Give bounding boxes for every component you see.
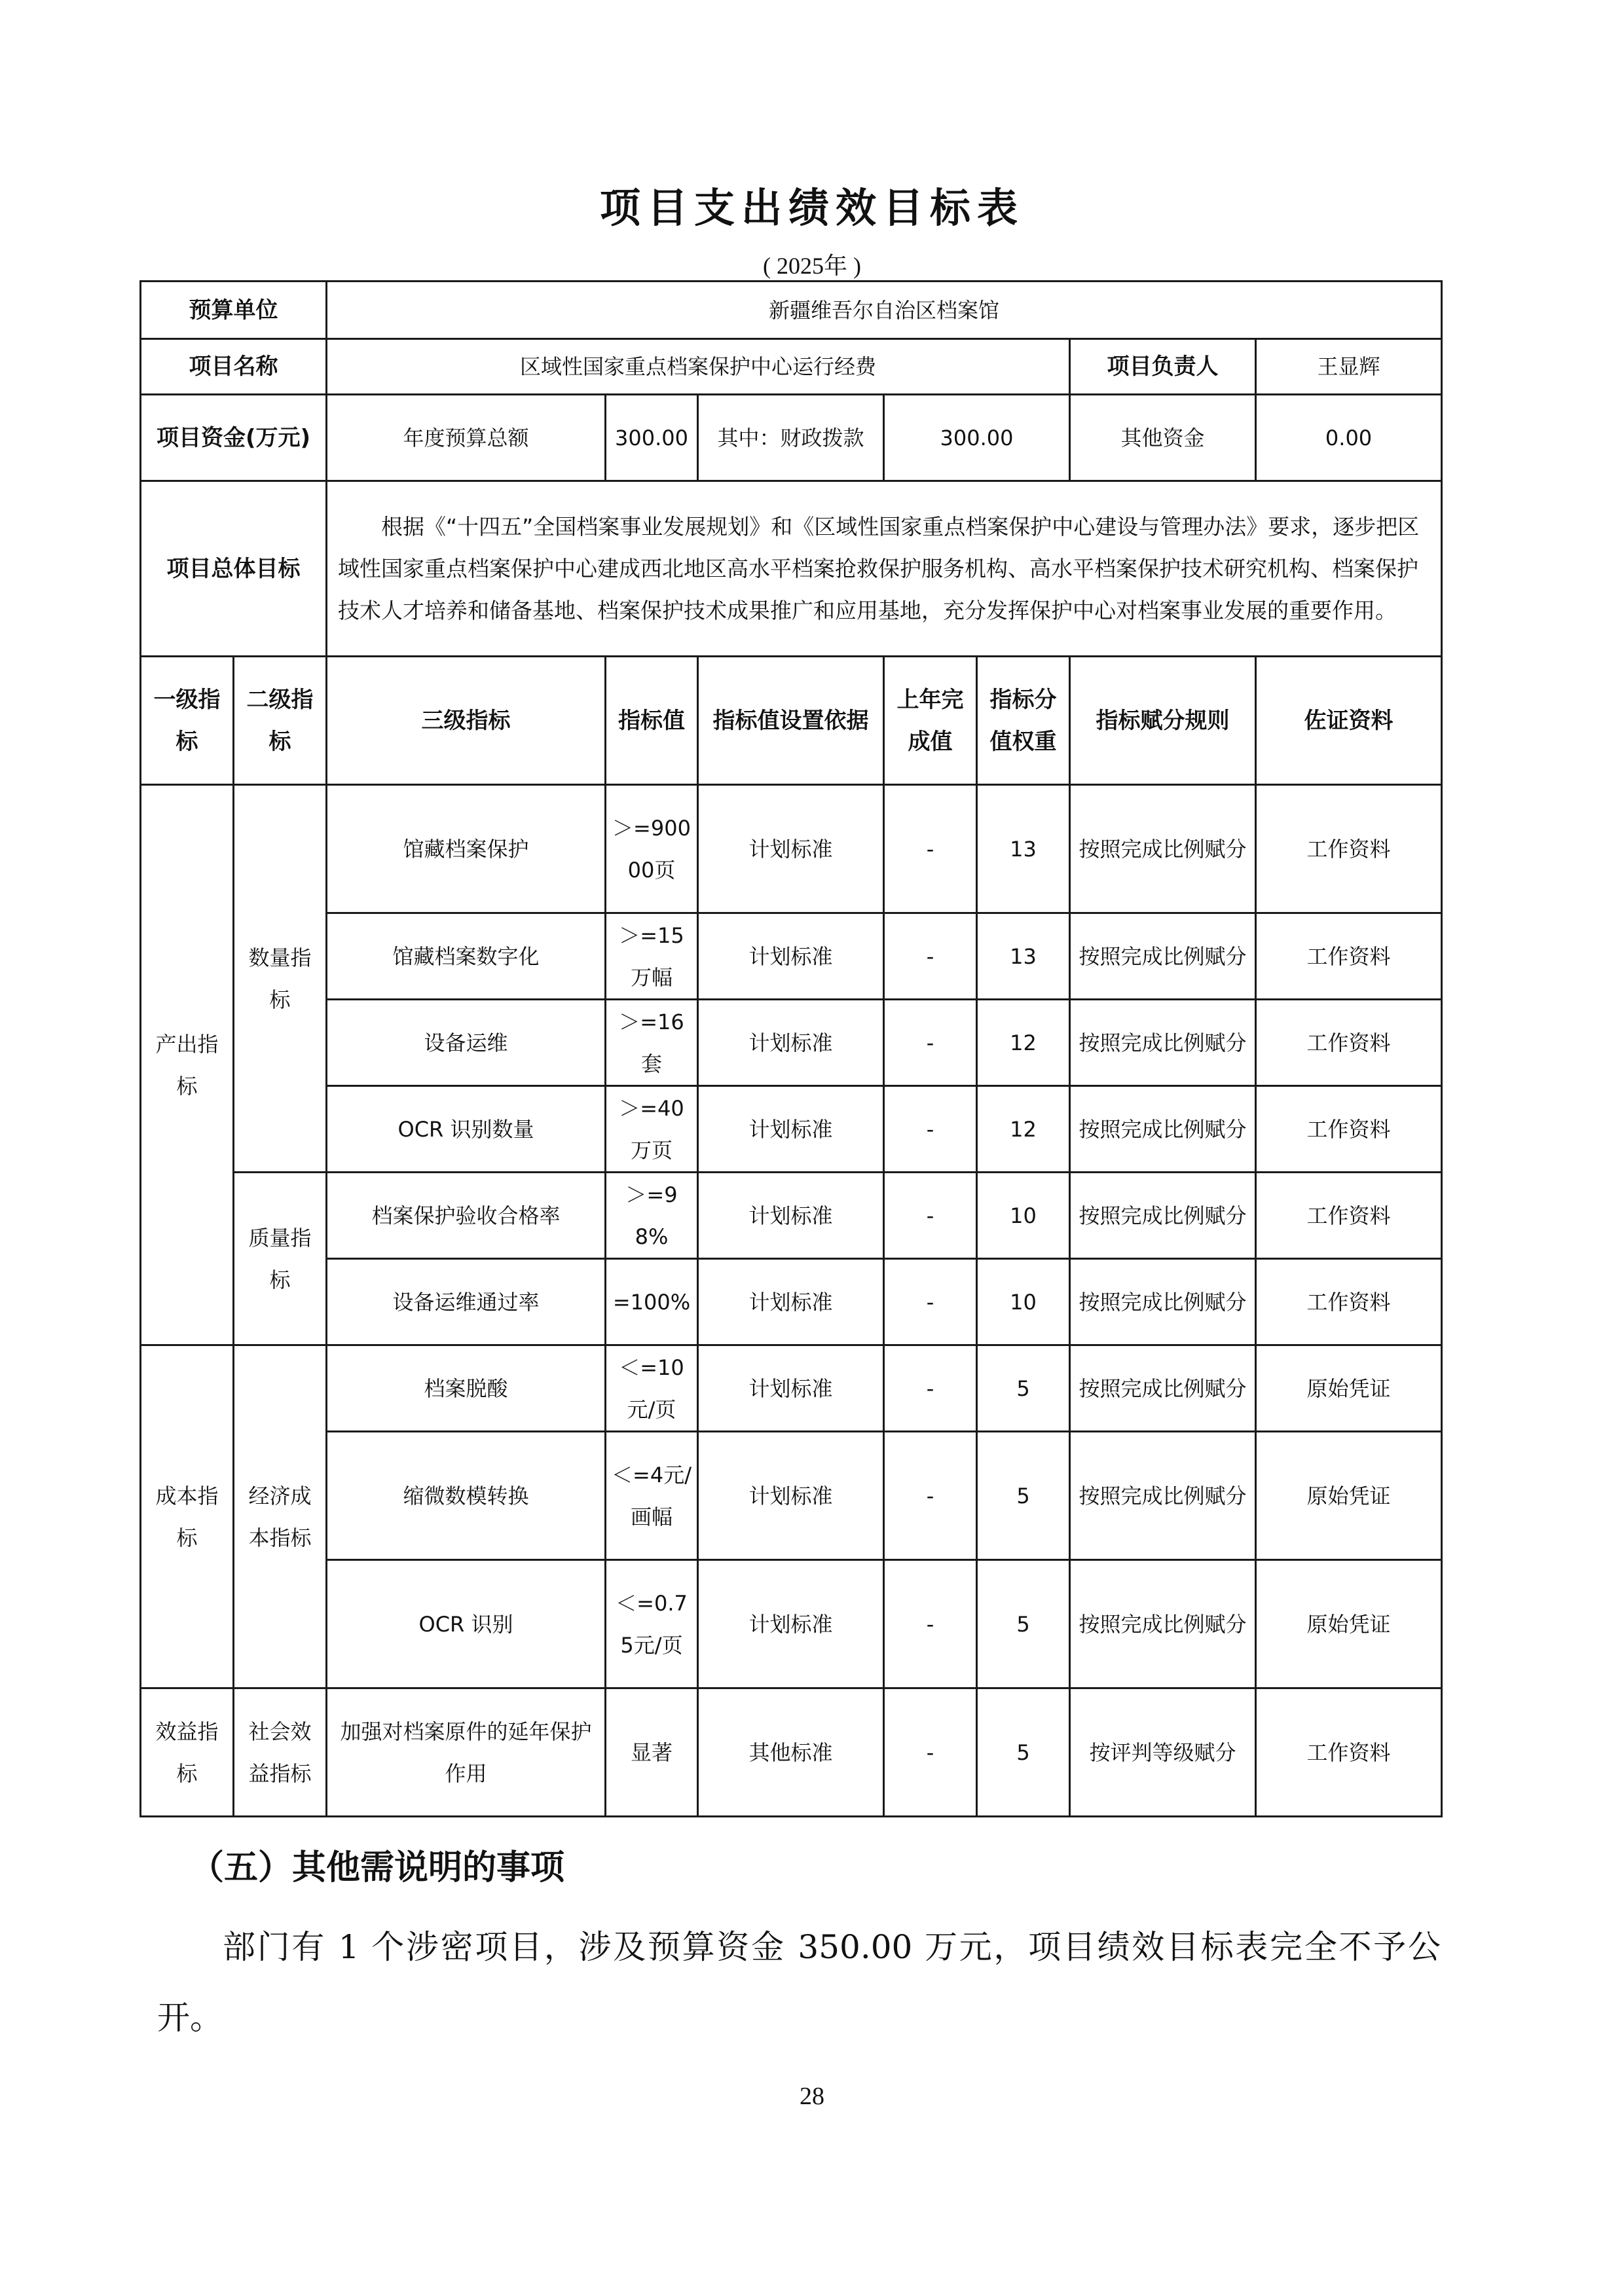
indicator-row [141,1432,1442,1560]
document-year: ( 2025年 ) [763,253,861,279]
indicator-value: ＞=40万页 [606,1086,698,1173]
level1-indicator: 效益指标 [141,1688,234,1817]
score-weight: 13 [977,913,1070,1000]
score-weight: 12 [977,1086,1070,1173]
indicator-row [141,1688,1442,1817]
level3-indicator: 档案保护验收合格率 [327,1173,606,1259]
indicator-value: ＞=15万幅 [606,913,698,1000]
project-goal-label: 项目总体目标 [141,481,327,657]
column-header: 指标分值权重 [977,657,1070,785]
project-goal-row [141,481,1442,657]
value-basis: 计划标准 [698,1173,884,1259]
indicator-row [141,1086,1442,1173]
level1-indicator: 成本指标 [141,1345,234,1688]
value-basis: 计划标准 [698,785,884,913]
indicator-row [141,785,1442,913]
budget-unit-value: 新疆维吾尔自治区档案馆 [327,282,1442,339]
project-name-row [141,339,1442,395]
other-funds-value: 0.00 [1256,395,1442,481]
project-funds-label: 项目资金(万元) [141,395,327,481]
level3-indicator: 档案脱酸 [327,1345,606,1432]
scoring-rule: 按照完成比例赋分 [1070,1345,1256,1432]
score-weight: 10 [977,1259,1070,1345]
indicator-row [141,1259,1442,1345]
scoring-rule: 按照完成比例赋分 [1070,1086,1256,1173]
project-lead-value: 王显辉 [1256,339,1442,395]
indicator-row [141,1000,1442,1086]
scoring-rule: 按照完成比例赋分 [1070,1560,1256,1688]
previous-year-value: - [884,1345,977,1432]
previous-year-value: - [884,913,977,1000]
level1-indicator: 产出指标 [141,785,234,1345]
column-header: 指标值设置依据 [698,657,884,785]
scoring-rule: 按照完成比例赋分 [1070,1173,1256,1259]
level3-indicator: 设备运维通过率 [327,1259,606,1345]
indicator-row [141,1173,1442,1259]
scoring-rule: 按照完成比例赋分 [1070,1259,1256,1345]
annual-total-value: 300.00 [606,395,698,481]
score-weight: 12 [977,1000,1070,1086]
score-weight: 5 [977,1560,1070,1688]
previous-year-value: - [884,1086,977,1173]
level2-indicator: 社会效益指标 [234,1688,327,1817]
level3-indicator: OCR 识别 [327,1560,606,1688]
project-goal-text: 根据《“十四五”全国档案事业发展规划》和《区域性国家重点档案保护中心建设与管理办法》要求，逐步把区域性国家重点档案保护中心建成西北地区高水平档案抢救保护服务机构、高水平档案保护技术研究机构、档案保护技术人才培养和储备基地、档案保护技术成果推广和应用基地，充分发挥保护中心对档案事业发展的重要作用。 [327,481,1442,657]
page-number: 28 [800,2083,824,2110]
indicator-value: ＜=4元/画幅 [606,1432,698,1560]
supporting-evidence: 工作资料 [1256,913,1442,1000]
supporting-evidence: 工作资料 [1256,1086,1442,1173]
level3-indicator: OCR 识别数量 [327,1086,606,1173]
supporting-evidence: 工作资料 [1256,1173,1442,1259]
column-header: 一级指标 [141,657,234,785]
level2-indicator: 数量指标 [234,785,327,1173]
value-basis: 计划标准 [698,913,884,1000]
value-basis: 计划标准 [698,1560,884,1688]
column-header: 佐证资料 [1256,657,1442,785]
indicator-value: =100% [606,1259,698,1345]
score-weight: 5 [977,1688,1070,1817]
indicator-value: ＞=98% [606,1173,698,1259]
score-weight: 13 [977,785,1070,913]
previous-year-value: - [884,785,977,913]
section-body: 部门有 1 个涉密项目，涉及预算资金 350.00 万元，项目绩效目标表完全不予公开。 [157,1928,1441,2037]
performance-target-table [139,280,1443,1817]
previous-year-value: - [884,1560,977,1688]
project-lead-label: 项目负责人 [1070,339,1256,395]
scoring-rule: 按照完成比例赋分 [1070,1432,1256,1560]
scoring-rule: 按评判等级赋分 [1070,1688,1256,1817]
section-heading: （五）其他需说明的事项 [190,1848,565,1887]
column-header: 指标值 [606,657,698,785]
supporting-evidence: 工作资料 [1256,785,1442,913]
scoring-rule: 按照完成比例赋分 [1070,913,1256,1000]
scoring-rule: 按照完成比例赋分 [1070,1000,1256,1086]
fiscal-allocation-label: 其中：财政拨款 [698,395,884,481]
score-weight: 5 [977,1432,1070,1560]
indicator-row [141,913,1442,1000]
indicator-row [141,1560,1442,1688]
score-weight: 10 [977,1173,1070,1259]
indicator-value: ＜=0.75元/页 [606,1560,698,1688]
fiscal-allocation-value: 300.00 [884,395,1070,481]
value-basis: 计划标准 [698,1259,884,1345]
level2-indicator: 经济成本指标 [234,1345,327,1688]
project-name-label: 项目名称 [141,339,327,395]
score-weight: 5 [977,1345,1070,1432]
level3-indicator: 设备运维 [327,1000,606,1086]
column-header: 二级指标 [234,657,327,785]
level3-indicator: 加强对档案原件的延年保护作用 [327,1688,606,1817]
indicator-row [141,1345,1442,1432]
supporting-evidence: 工作资料 [1256,1000,1442,1086]
column-header: 指标赋分规则 [1070,657,1256,785]
supporting-evidence: 原始凭证 [1256,1432,1442,1560]
level2-indicator: 质量指标 [234,1173,327,1345]
project-name-value: 区域性国家重点档案保护中心运行经费 [327,339,1070,395]
indicator-value: ＞=16套 [606,1000,698,1086]
indicator-value: ＞=90000页 [606,785,698,913]
budget-unit-row [141,282,1442,339]
previous-year-value: - [884,1432,977,1560]
previous-year-value: - [884,1259,977,1345]
indicator-value: ＜=10元/页 [606,1345,698,1432]
budget-unit-label: 预算单位 [141,282,327,339]
indicator-value: 显著 [606,1688,698,1817]
column-header: 三级指标 [327,657,606,785]
value-basis: 计划标准 [698,1432,884,1560]
supporting-evidence: 原始凭证 [1256,1560,1442,1688]
previous-year-value: - [884,1000,977,1086]
supporting-evidence: 原始凭证 [1256,1345,1442,1432]
indicator-header-row [141,657,1442,785]
value-basis: 计划标准 [698,1086,884,1173]
previous-year-value: - [884,1688,977,1817]
level3-indicator: 馆藏档案数字化 [327,913,606,1000]
supporting-evidence: 工作资料 [1256,1688,1442,1817]
other-funds-label: 其他资金 [1070,395,1256,481]
value-basis: 计划标准 [698,1345,884,1432]
value-basis: 计划标准 [698,1000,884,1086]
level3-indicator: 缩微数模转换 [327,1432,606,1560]
annual-total-label: 年度预算总额 [327,395,606,481]
supporting-evidence: 工作资料 [1256,1259,1442,1345]
value-basis: 其他标准 [698,1688,884,1817]
previous-year-value: - [884,1173,977,1259]
column-header: 上年完成值 [884,657,977,785]
document-title: 项目支出绩效目标表 [599,184,1024,232]
level3-indicator: 馆藏档案保护 [327,785,606,913]
project-funds-row [141,395,1442,481]
scoring-rule: 按照完成比例赋分 [1070,785,1256,913]
